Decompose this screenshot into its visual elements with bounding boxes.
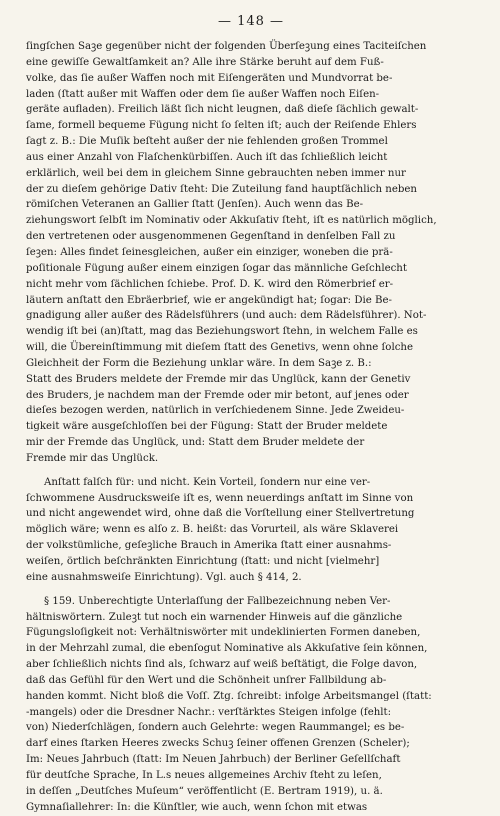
- text-line: daß das Gefühl für den Wert und die Schönheit unſrer Fallbildung ab-: [26, 674, 387, 686]
- text-line: weiſen, örtlich beſchränkten Einrichtung (ſtatt: und nicht [vielmehr]: [26, 556, 380, 567]
- text-line: mir der Fremde das Unglück, und: Statt dem Bruder meldete der: [26, 437, 365, 449]
- paragraph: [26, 39, 476, 467]
- text-line: -mangels) oder die Dresdner Nachr.: verſtärktes Steigen infolge (fehlt:: [26, 706, 392, 718]
- text-line: eine gewiſſe Gewaltſamkeit an? Alle ihre Stärke beruht auf dem Fuß-: [26, 56, 384, 68]
- text-line: ziehungswort ſelbſt im Nominativ oder Akkuſativ ſteht, iſt es natürlich möglich,: [26, 215, 437, 227]
- text-line: gnadigung aller außer des Rädelsführers (und auch: dem Rädelsführer). Not-: [26, 310, 427, 322]
- text-line: Anſtatt falſch für: und nicht. Kein Vorteil, ſondern nur eine ver-: [44, 476, 371, 488]
- paragraph: [26, 594, 476, 816]
- text-line: geräte aufladen). Freilich läßt ſich nicht leugnen, daß dieſe ſächlich gewalt-: [26, 104, 419, 116]
- text-line: ſchwommene Ausdrucksweiſe iſt es, wenn neuerdings anſtatt im Sinne von: [26, 492, 414, 504]
- text-line: handen kommt. Nicht bloß die Voſſ. Ztg. ſchreibt: infolge Arbeitsmangel (ſtatt:: [26, 690, 432, 702]
- text-line: tigkeit wäre ausgeſchloſſen bei der Fügung: Statt der Bruder meldete: [26, 421, 388, 433]
- text-line: ſame, formell bequeme Fügung nicht ſo ſelten iſt; auch der Reiſende Ehlers: [26, 120, 417, 132]
- body-text: [26, 39, 476, 816]
- text-line: darf eines ſtarken Heeres zwecks Schuꝫ ſeiner offenen Grenzen (Scheler);: [26, 738, 410, 750]
- text-line: aber ſchließlich nichts ſind als, ſchwarz auf weiß beſtätigt, die Folge davon,: [26, 659, 418, 671]
- text-line: des Bruders, je nachdem man der Fremde oder mir betont, auf jenes oder: [26, 389, 409, 401]
- text-line: möglich wäre; wenn es alſo z. B. heißt: das Vorurteil, als wäre Sklaverei: [26, 524, 399, 536]
- paragraph-gap: [26, 586, 476, 594]
- text-line: läutern anſtatt den Ebräerbrief, wie er angekündigt hat; ſogar: Die Be-: [26, 294, 392, 306]
- text-line: Gymnaſiallehrer: In: die Künſtler, wie auch, wenn ſchon mit etwas: [26, 801, 368, 813]
- text-line: und nicht angewendet wird, ohne daß die Vorſtellung einer Stellvertretung: [26, 508, 415, 520]
- text-line: ſeꝫen: Alles findet ſeinesgleichen, außer ein einziger, woneben die prä-: [26, 246, 393, 258]
- text-line: wendig iſt bei (an)ſtatt, mag das Beziehungswort ſtehn, in welchem Falle es: [26, 326, 418, 338]
- text-line: nicht mehr vom ſächlichen ſchiebe. Prof. D. K. wird den Römerbrief er-: [26, 278, 394, 290]
- paragraph-gap: [26, 467, 476, 475]
- text-line: in der Mehrzahl zumal, die ebenſogut Nominative als Akkuſative ſein können,: [26, 643, 428, 655]
- text-line: Statt des Bruders meldete der Fremde mir das Unglück, kann der Genetiv: [26, 373, 411, 385]
- text-line: in deſſen „Deutſches Muſeum“ veröffentlicht (E. Bertram 1919), u. ä.: [26, 785, 383, 797]
- paragraph: [26, 475, 476, 586]
- text-line: eine ausnahmsweiſe Einrichtung). Vgl. auch § 414, 2.: [26, 571, 302, 583]
- text-line: Fügungsloſigkeit not: Verhältniswörter mit undeklinierten Formen daneben,: [26, 627, 421, 639]
- text-line: von) Niederſchlägen, ſondern auch Gelehrte: wegen Raummangel; es be-: [26, 722, 405, 734]
- text-line: den vertretenen oder ausgenommenen Gegenſtand in denſelben Fall zu: [26, 231, 396, 243]
- text-line: laden (ſtatt außer mit Waffen oder dem ſie außer Waffen noch Eiſen-: [26, 88, 380, 100]
- page-number: — 148 —: [217, 14, 285, 29]
- text-line: dieſes bezogen werden, natürlich in verſchiedenem Sinne. Jede Zweideu-: [26, 405, 405, 417]
- text-line: hältniswörtern. Zuleꝫt tut noch ein warnender Hinweis auf die gänzliche: [26, 611, 403, 623]
- text-line: Gleichheit der Form die Beziehung unklar wäre. In dem Saꝫe z. B.:: [26, 357, 372, 369]
- text-line: römiſchen Veteranen an Gallier ſtatt (Jenſen). Auch wenn das Be-: [26, 199, 364, 211]
- text-line: der zu dieſem gehörige Dativ ſteht: Die Zuteilung fand hauptſächlich neben: [26, 183, 417, 195]
- text-line: Fremde mir das Unglück.: [26, 452, 159, 464]
- text-line: ſagt z. B.: Die Muſik beſteht außer der nie fehlenden großen Trommel: [26, 136, 388, 148]
- text-line: ſingſchen Saꝫe gegenüber nicht der folgenden Überſeꝫung eines Taciteiſchen: [26, 41, 427, 52]
- text-line: will, die Übereinſtimmung mit dieſem ſtatt des Genetivs, wenn ohne ſolche: [26, 342, 413, 354]
- text-line: aus einer Anzahl von Flaſchenkürbiſſen. Auch iſt das ſchließlich leicht: [26, 151, 388, 163]
- text-line: Im: Neues Jahrbuch (ſtatt: Im Neuen Jahrbuch) der Berliner Geſellſchaft: [26, 754, 401, 766]
- text-line: poſitionale Fügung außer einem einzigen ſogar das männliche Geſchlecht: [26, 262, 407, 274]
- text-line: volke, das ſie außer Waffen noch mit Eiſengeräten und Mundvorrat be-: [26, 72, 393, 84]
- text-line: der volkstümliche, geſeꝫliche Brauch in Amerika ſtatt einer ausnahms-: [26, 540, 392, 552]
- text-line: § 159. Unberechtigte Unterlaſſung der Fallbezeichnung neben Ver-: [44, 595, 391, 607]
- text-line: erklärlich, weil bei dem in gleichem Sinne gebrauchten neben immer nur: [26, 167, 406, 179]
- text-line: für deutſche Sprache, In L.s neues allgemeines Archiv ſteht zu leſen,: [26, 769, 382, 781]
